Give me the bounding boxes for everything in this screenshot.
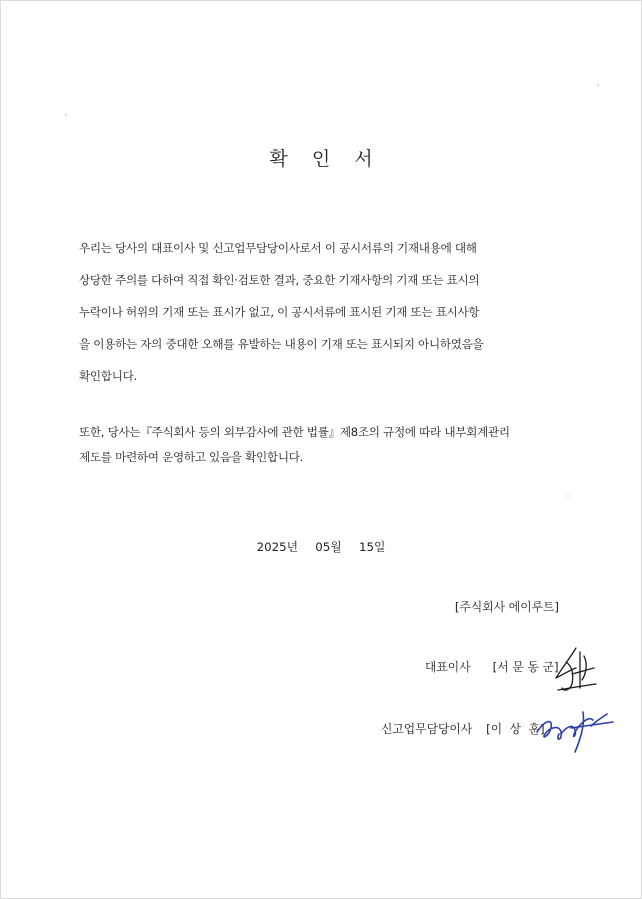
document-date: 2025년 05월 15일 xyxy=(256,540,386,554)
company-name: [주식회사 에이루트] xyxy=(454,600,559,614)
paragraph-line: 상당한 주의를 다하여 직접 확인·검토한 결과, 중요한 기재사항의 기재 또는 표시의 xyxy=(79,273,480,287)
officer-role-label: 신고업무담당이사 xyxy=(381,722,473,736)
paragraph-line: 누락이나 허위의 기재 또는 표시가 없고, 이 공시서류에 표시된 기재 또는 표시사항 xyxy=(79,305,480,319)
paragraph-line: 우리는 당사의 대표이사 및 신고업무담당이사로서 이 공시서류의 기재내용에 대해 xyxy=(79,241,477,255)
scan-speck xyxy=(65,114,67,116)
ceo-signature-line xyxy=(425,658,559,675)
paragraph-line: 또한, 당사는『주식회사 등의 외부감사에 관한 법률』제8조의 규정에 따라 내부회계관리 xyxy=(79,425,510,439)
paragraph-line: 제도를 마련하여 운영하고 있음을 확인합니다. xyxy=(79,450,304,464)
ceo-name: [서 문 동 군] xyxy=(492,660,559,674)
internal-control-paragraph xyxy=(79,424,579,474)
officer-signature-line xyxy=(381,720,545,737)
ceo-role-label: 대표이사 xyxy=(425,660,471,674)
scan-speck xyxy=(567,495,569,497)
paragraph-line: 을 이용하는 자의 중대한 오해를 유발하는 내용이 기재 또는 표시되지 아니하였음을 xyxy=(79,337,484,351)
scan-speck xyxy=(597,84,599,86)
paragraph-line: 확인합니다. xyxy=(79,369,137,383)
document-title: 확 인 서 xyxy=(269,148,382,170)
officer-name: [이 상 훈] xyxy=(486,722,545,736)
confirmation-paragraph xyxy=(79,240,579,400)
